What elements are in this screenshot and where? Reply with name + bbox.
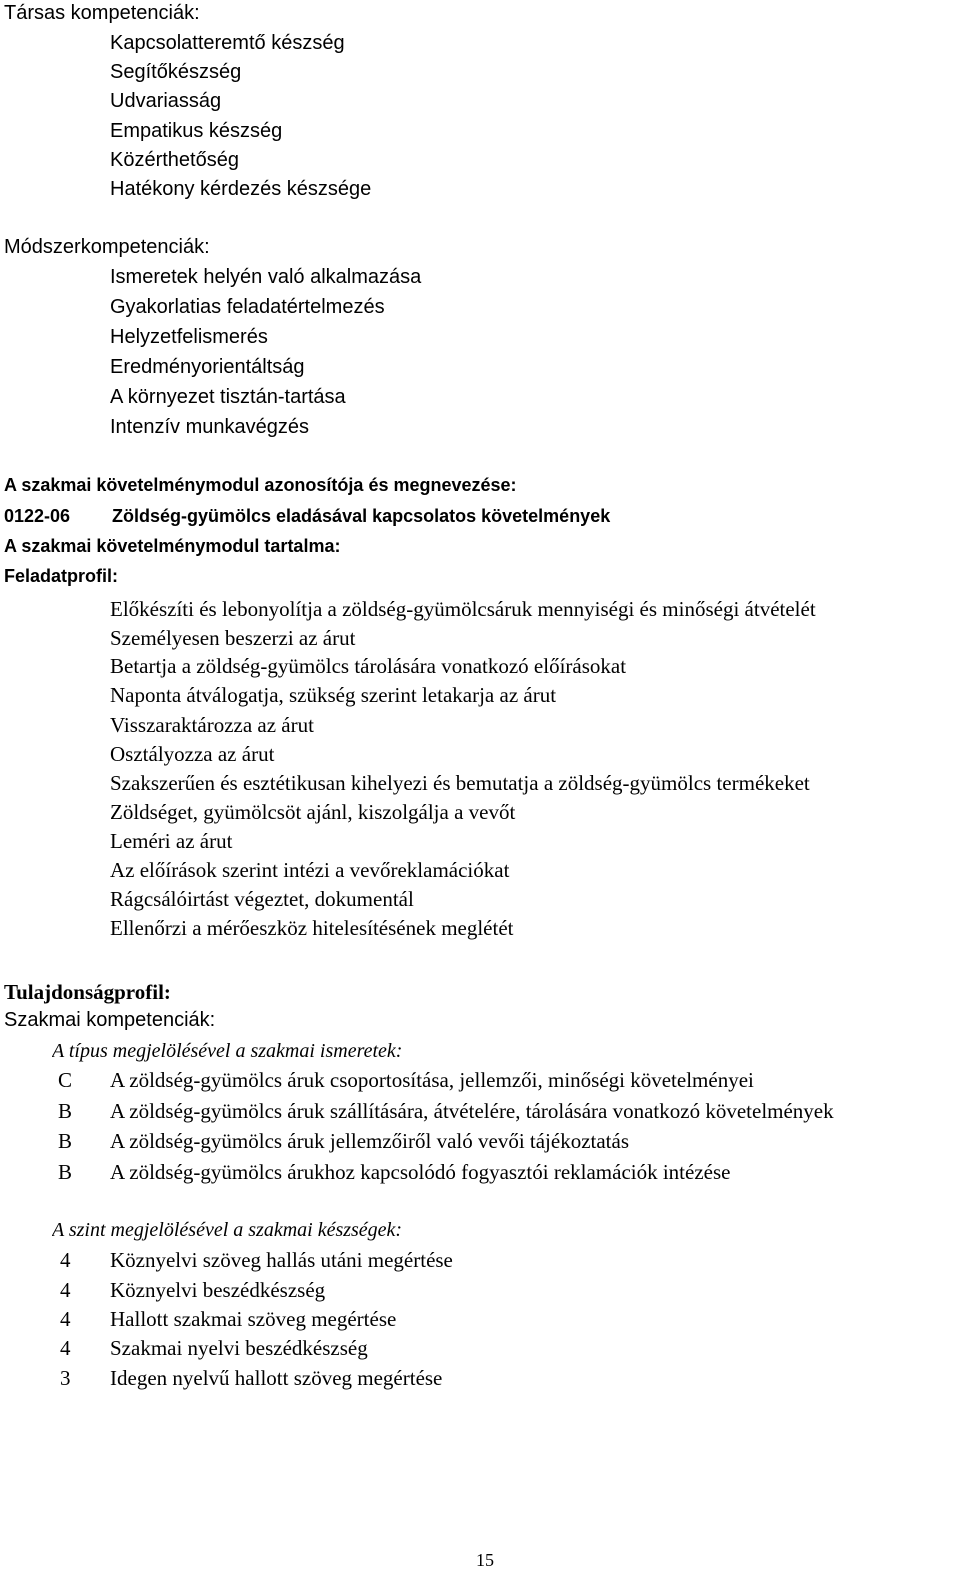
social-item: Segítőkészség — [110, 61, 242, 83]
skill-item: Idegen nyelvű hallott szöveg megértése — [110, 1366, 443, 1390]
task-item: Osztályozza az árut — [110, 742, 275, 766]
social-item: Hatékony kérdezés készsége — [110, 178, 372, 200]
method-item: Gyakorlatias feladatértelmezés — [110, 296, 385, 318]
skills-heading: A szint megjelölésével a szakmai készségek: — [52, 1219, 403, 1241]
knowledge-level: B — [58, 1160, 73, 1184]
social-item: Kapcsolatteremtő készség — [110, 32, 345, 54]
task-item: Naponta átválogatja, szükség szerint letakarja az árut — [110, 683, 557, 707]
task-item: Leméri az árut — [110, 829, 233, 853]
social-item: Közérthetőség — [110, 149, 239, 171]
social-item: Udvariasság — [110, 90, 222, 112]
knowledge-item: A zöldség-gyümölcs áruk jellemzőiről való vevői tájékoztatás — [110, 1129, 630, 1153]
module-id-heading: A szakmai követelménymodul azonosítója és megnevezése: — [4, 475, 517, 495]
task-item: Ellenőrzi a mérőeszköz hitelesítésének meglétét — [110, 916, 514, 940]
task-item: Zöldséget, gyümölcsöt ajánl, kiszolgálja a vevőt — [110, 800, 516, 824]
skill-item: Szakmai nyelvi beszédkészség — [110, 1336, 368, 1360]
property-profile-heading: Tulajdonságprofil: — [4, 980, 171, 1004]
knowledge-item: A zöldség-gyümölcs áruk szállítására, átvételére, tárolására vonatkozó követelmények — [110, 1099, 834, 1123]
knowledge-heading: A típus megjelölésével a szakmai ismeretek: — [52, 1040, 403, 1062]
method-item: Helyzetfelismerés — [110, 326, 268, 348]
skill-level: 4 — [60, 1307, 71, 1331]
knowledge-level: B — [58, 1129, 73, 1153]
knowledge-item: A zöldség-gyümölcs áruk csoportosítása, jellemzői, minőségi követelményei — [110, 1068, 754, 1092]
skill-item: Köznyelvi szöveg hallás utáni megértése — [110, 1248, 453, 1272]
method-item: A környezet tisztán-tartása — [110, 386, 346, 408]
task-item: Az előírások szerint intézi a vevőreklamációkat — [110, 858, 510, 882]
skill-item: Hallott szakmai szöveg megértése — [110, 1307, 397, 1331]
method-item: Eredményorientáltság — [110, 356, 305, 378]
module-code: 0122-06 — [4, 506, 71, 526]
module-name: Zöldség-gyümölcs eladásával kapcsolatos követelmények — [112, 506, 611, 526]
knowledge-level: C — [58, 1068, 73, 1092]
module-content-heading: A szakmai követelménymodul tartalma: — [4, 536, 341, 556]
knowledge-level: B — [58, 1099, 73, 1123]
task-item: Betartja a zöldség-gyümölcs tárolására vonatkozó előírásokat — [110, 654, 627, 678]
method-heading: Módszerkompetenciák: — [4, 236, 210, 258]
method-item: Ismeretek helyén való alkalmazása — [110, 266, 422, 288]
task-profile-heading: Feladatprofil: — [4, 566, 119, 586]
task-item: Visszaraktározza az árut — [110, 713, 314, 737]
page-number: 15 — [476, 1550, 494, 1570]
task-item: Előkészíti és lebonyolítja a zöldség-gyümölcsáruk mennyiségi és minőségi átvételét — [110, 597, 816, 621]
skill-level: 4 — [60, 1278, 71, 1302]
task-item: Rágcsálóirtást végeztet, dokumentál — [110, 887, 414, 911]
method-item: Intenzív munkavégzés — [110, 416, 309, 438]
social-heading: Társas kompetenciák: — [4, 2, 200, 24]
social-item: Empatikus készség — [110, 120, 283, 142]
skill-level: 4 — [60, 1248, 71, 1272]
skill-level: 3 — [60, 1366, 71, 1390]
skill-item: Köznyelvi beszédkészség — [110, 1278, 326, 1302]
knowledge-item: A zöldség-gyümölcs árukhoz kapcsolódó fogyasztói reklamációk intézése — [110, 1160, 731, 1184]
task-item: Személyesen beszerzi az árut — [110, 626, 356, 650]
professional-competences-heading: Szakmai kompetenciák: — [4, 1009, 216, 1031]
task-item: Szakszerűen és esztétikusan kihelyezi és bemutatja a zöldség-gyümölcs termékeket — [110, 771, 810, 795]
skill-level: 4 — [60, 1336, 71, 1360]
